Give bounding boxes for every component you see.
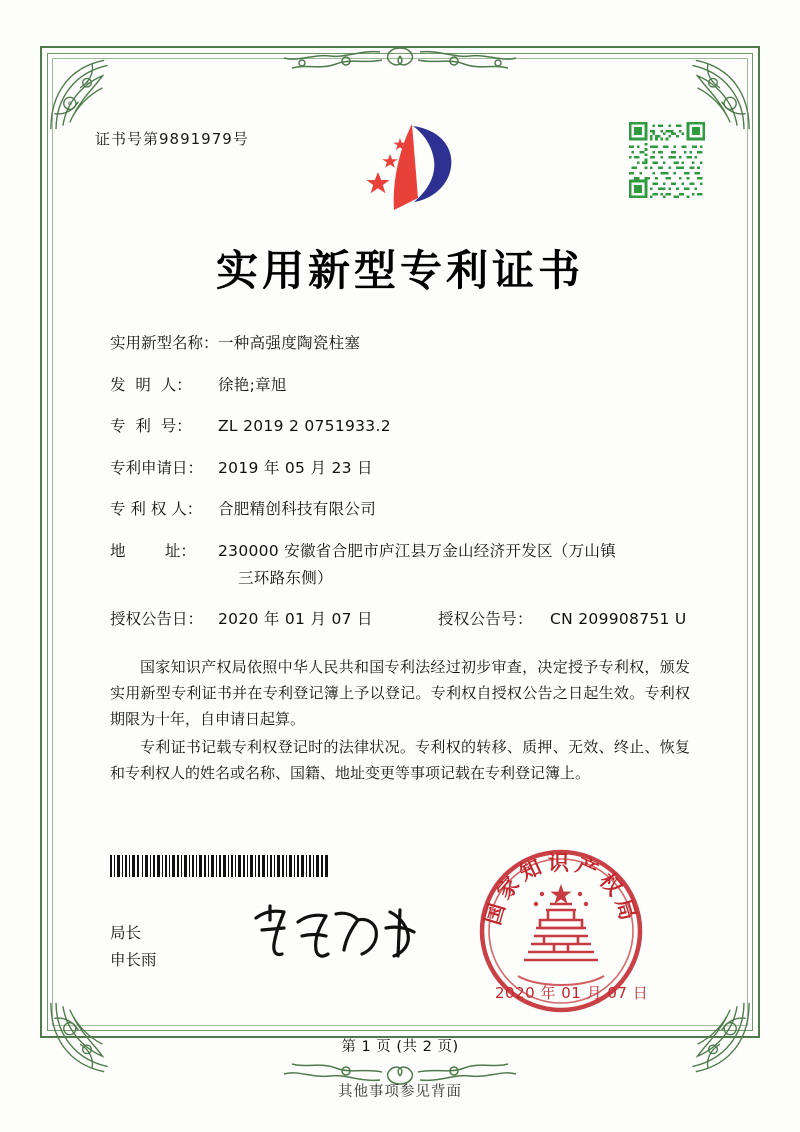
corner-ornament-icon	[44, 50, 130, 136]
field-value: 合肥精创科技有限公司	[218, 500, 377, 519]
svg-text:国家知识产权局: 国家知识产权局	[480, 851, 642, 928]
paragraph: 专利证书记载专利权登记时的法律状况。专利权的转移、质押、无效、终止、恢复和专利权人的姓名或名称、国籍、地址变更等事项记载在专利登记簿上。	[110, 738, 690, 783]
qr-code	[629, 122, 705, 198]
field-label: 发 明 人：	[110, 375, 192, 394]
signature-block	[110, 920, 157, 974]
grant-number-label: 授权公告号：	[438, 610, 533, 629]
field-label: 授权公告日：	[110, 610, 204, 629]
field-value: 230000 安徽省合肥市庐江县万金山经济开发区（万山镇	[218, 541, 616, 560]
field-value-wrapper	[218, 542, 710, 587]
cnipa-logo-icon	[356, 118, 466, 218]
field-value: 2019 年 05 月 23 日	[218, 458, 373, 477]
field-value-group	[218, 610, 710, 629]
field-row-inventor	[110, 376, 710, 395]
seal-date: 2020 年 01 月 07 日	[495, 984, 649, 1002]
page-indicator: 第 1 页 (共 2 页)	[341, 1039, 459, 1055]
grant-date-value: 2020 年 01 月 07 日	[218, 610, 373, 629]
field-label: 专利申请日：	[110, 458, 204, 477]
field-label: 地 址：	[110, 541, 196, 560]
certificate-number: 证书号第9891979号	[95, 130, 249, 148]
legal-text	[110, 655, 690, 790]
field-row-address	[110, 542, 710, 587]
field-row-patent-number	[110, 417, 710, 436]
field-value: 徐艳;章旭	[218, 375, 287, 394]
field-list	[110, 334, 710, 652]
field-label: 专 利 号：	[110, 417, 192, 436]
field-value-line2: 三环路东侧）	[238, 568, 333, 587]
field-value: ZL 2019 2 0751933.2	[218, 417, 391, 436]
barcode	[110, 855, 328, 877]
field-row-grant	[110, 610, 710, 629]
paragraph: 国家知识产权局依照中华人民共和国专利法经过初步审查，决定授予专利权，颁发实用新型专利证书并在专利登记簿上予以登记。专利权自授权公告之日起生效。专利权期限为十年，自申请日起算。	[110, 658, 690, 728]
grant-number-value: CN 209908751 U	[550, 610, 687, 629]
handwritten-signature-icon	[240, 898, 430, 970]
director-title-label: 局长	[110, 924, 142, 942]
top-ornament-icon	[250, 44, 550, 78]
back-side-note: 其他事项参见背面	[338, 1084, 462, 1100]
field-label: 实用新型名称：	[110, 334, 219, 352]
field-value: 一种高强度陶瓷柱塞	[218, 334, 361, 352]
field-row-patentee	[110, 500, 710, 519]
page-title: 实用新型专利证书	[215, 246, 584, 295]
field-row-application-date	[110, 459, 710, 478]
field-row-invention-name	[110, 334, 710, 353]
field-label: 专 利 权 人：	[110, 500, 203, 519]
director-name-label: 申长雨	[110, 951, 157, 970]
